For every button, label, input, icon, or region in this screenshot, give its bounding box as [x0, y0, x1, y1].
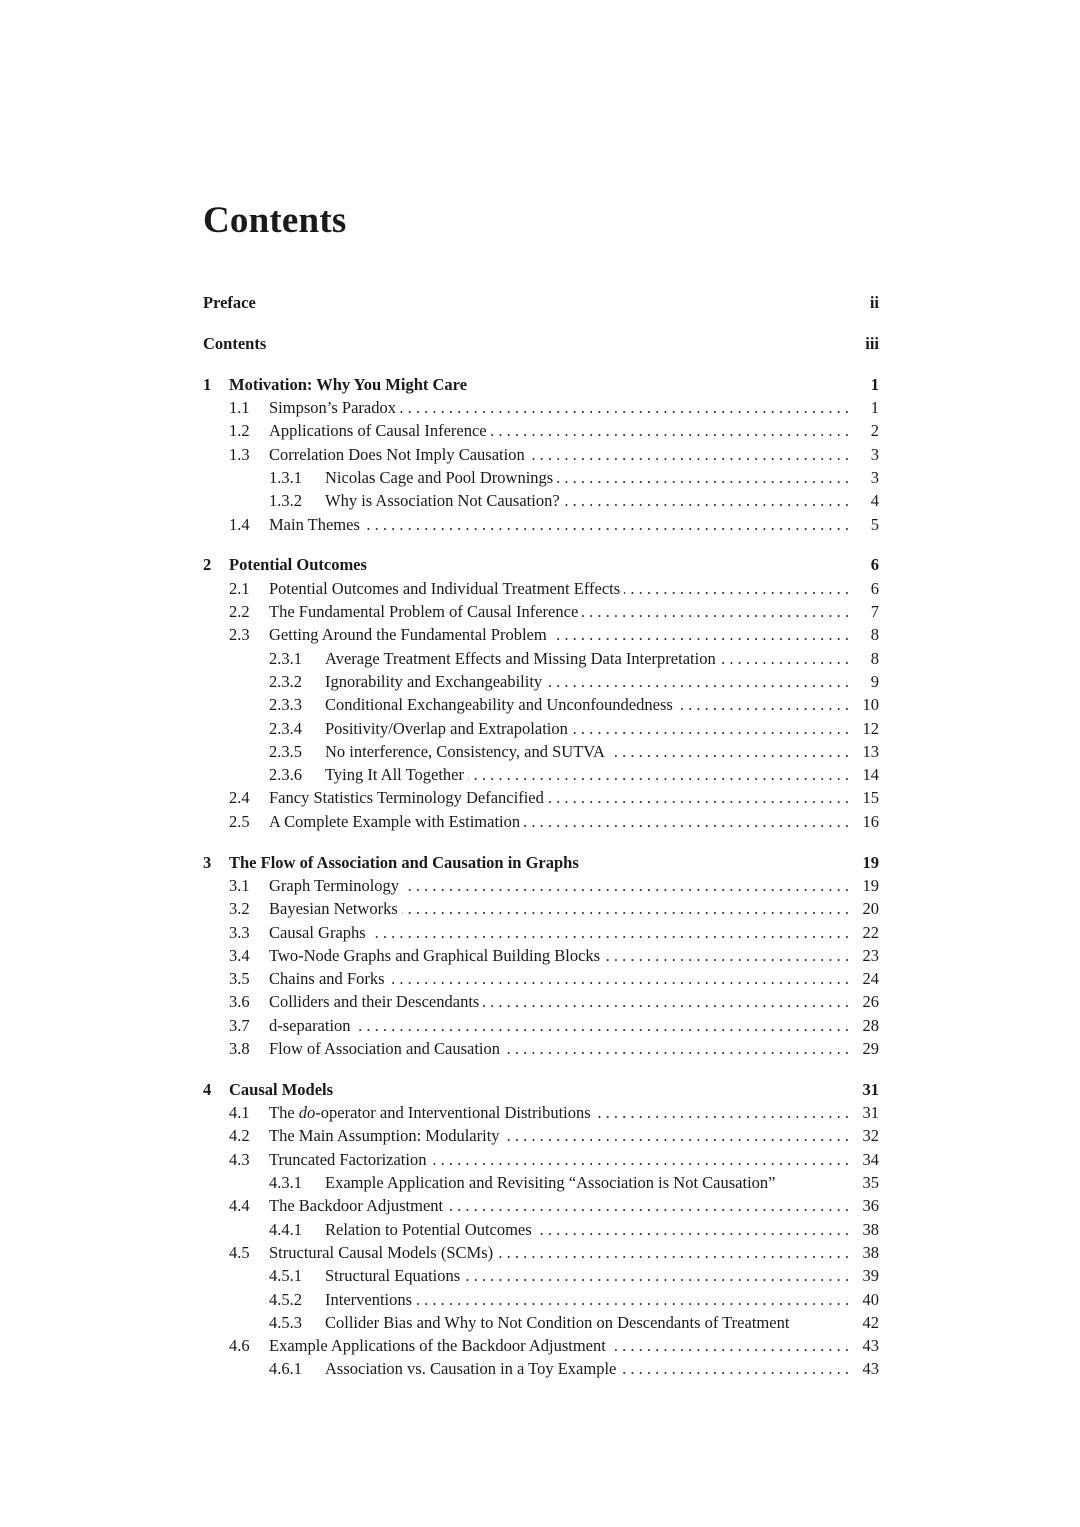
dot-leader [491, 419, 849, 442]
toc-entry-number: 3.7 [229, 1015, 250, 1035]
toc-entry-number: 4 [203, 1079, 212, 1099]
dot-leader [572, 717, 849, 740]
toc-entry-line [269, 897, 879, 920]
toc-entry-page-number: 6 [870, 555, 879, 575]
toc-entry-page-number: 42 [862, 1312, 879, 1332]
toc-chapter-entry[interactable] [203, 851, 879, 874]
toc-entry-number: 3.6 [229, 992, 250, 1012]
toc-entry-page-number: 35 [862, 1173, 879, 1193]
toc-entry-number: 4.6.1 [269, 1359, 302, 1379]
toc-entry-page-number: 28 [862, 1015, 879, 1035]
toc-entry-title: Applications of Causal Inference [269, 419, 491, 442]
toc-entry-line [269, 1241, 879, 1264]
toc-entry-line [325, 1357, 879, 1380]
toc-section-entry[interactable] [203, 1101, 879, 1124]
dot-leader [400, 396, 849, 419]
dot-leader [677, 693, 849, 716]
dot-leader [464, 1264, 849, 1287]
toc-entry-line [229, 373, 879, 396]
toc-entry-page-number: 14 [862, 765, 879, 785]
toc-entry-line [269, 1334, 879, 1357]
toc-entry-number: 4.2 [229, 1126, 250, 1146]
dot-leader [582, 600, 849, 623]
toc-entry-title: Example Application and Revisiting “Association is Not Causation” [325, 1171, 779, 1194]
toc-entry-title: The Fundamental Problem of Causal Inference [269, 600, 582, 623]
toc-entry-page-number: 15 [862, 788, 879, 808]
toc-entry-title: The do-operator and Interventional Distributions [269, 1101, 595, 1124]
dot-leader [720, 647, 849, 670]
toc-entry-title: Two-Node Graphs and Graphical Building Blocks [269, 944, 604, 967]
toc-section-entry[interactable] [203, 944, 879, 967]
toc-entry-number: 4.5.2 [269, 1289, 302, 1309]
toc-entry-line [325, 1288, 879, 1311]
dot-leader [389, 967, 850, 990]
toc-entry-page-number: 31 [862, 1079, 879, 1099]
toc-section-entry[interactable] [203, 1194, 879, 1217]
page-title: Contents [203, 200, 347, 241]
toc-entry-title: Truncated Factorization [269, 1148, 430, 1171]
toc-entry-title: Potential Outcomes [229, 553, 371, 576]
toc-section-entry[interactable] [203, 1241, 879, 1264]
toc-entry-number: 2.2 [229, 602, 250, 622]
toc-entry-line [269, 944, 879, 967]
toc-entry-page-number: iii [865, 333, 879, 353]
toc-entry-line [269, 1124, 879, 1147]
toc-entry-number: 4.5.3 [269, 1312, 302, 1332]
toc-entry-number: 3.5 [229, 969, 250, 989]
toc-section-entry[interactable] [203, 647, 879, 670]
toc-entry-page-number: 26 [862, 992, 879, 1012]
dot-leader [610, 1334, 849, 1357]
toc-section-entry[interactable] [203, 1171, 879, 1194]
toc-section-entry[interactable] [203, 443, 879, 466]
toc-section-entry[interactable] [203, 693, 879, 716]
dot-leader [564, 489, 849, 512]
toc-entry-line [269, 921, 879, 944]
toc-entry-title: Graph Terminology [269, 874, 403, 897]
toc-entry-number: 2.1 [229, 578, 250, 598]
dot-leader [355, 1014, 849, 1037]
toc-entry-page-number: 6 [870, 578, 879, 598]
dot-leader [604, 944, 849, 967]
toc-entry-title: Contents [203, 332, 270, 355]
toc-entry-page-number: 4 [870, 491, 879, 511]
toc-entry-number: 2.3.4 [269, 718, 302, 738]
dot-leader [557, 466, 849, 489]
toc-section-entry[interactable] [203, 967, 879, 990]
toc-entry-line [269, 786, 879, 809]
dot-leader [447, 1194, 849, 1217]
toc-entry-title: Relation to Potential Outcomes [325, 1218, 536, 1241]
toc-entry-number: 2.3.5 [269, 741, 302, 761]
toc-chapter-entry[interactable] [203, 332, 879, 355]
dot-leader [402, 897, 849, 920]
dot-leader [370, 921, 849, 944]
toc-entry-number: 2.3 [229, 625, 250, 645]
toc-section-entry[interactable] [203, 1218, 879, 1241]
toc-entry-line [325, 489, 879, 512]
toc-entry-title: No interference, Consistency, and SUTVA [325, 740, 609, 763]
toc-entry-page-number: 23 [862, 945, 879, 965]
toc-entry-line [269, 1101, 879, 1124]
toc-entry-number: 3.2 [229, 899, 250, 919]
toc-entry-number: 2.3.3 [269, 695, 302, 715]
toc-entry-page-number: 10 [862, 695, 879, 715]
dot-leader [364, 513, 849, 536]
dot-leader [609, 740, 849, 763]
toc-entry-page-number: 39 [862, 1266, 879, 1286]
toc-entry-page-number: 43 [862, 1336, 879, 1356]
toc-section-entry[interactable] [203, 740, 879, 763]
dot-leader [497, 1241, 849, 1264]
toc-entry-page-number: 3 [870, 444, 879, 464]
toc-entry-page-number: 34 [862, 1149, 879, 1169]
toc-entry-line [325, 647, 879, 670]
toc-entry-title: Tying It All Together [325, 763, 468, 786]
toc-entry-line [325, 693, 879, 716]
toc-section-entry[interactable] [203, 623, 879, 646]
toc-entry-number: 4.4.1 [269, 1219, 302, 1239]
toc-entry-page-number: 22 [862, 922, 879, 942]
toc-entry-number: 2.3.2 [269, 671, 302, 691]
toc-entry-line [229, 553, 879, 576]
toc-section-entry[interactable] [203, 489, 879, 512]
dot-leader [624, 577, 849, 600]
toc-entry-page-number: 19 [862, 852, 879, 872]
toc-section-entry[interactable] [203, 717, 879, 740]
toc-entry-title: Motivation: Why You Might Care [229, 373, 471, 396]
toc-entry-title: Simpson’s Paradox [269, 396, 400, 419]
toc-entry-title: Potential Outcomes and Individual Treatment Effects [269, 577, 624, 600]
toc-entry-title: Preface [203, 291, 260, 314]
toc-entry-title: The Backdoor Adjustment [269, 1194, 447, 1217]
toc-entry-title: Correlation Does Not Imply Causation [269, 443, 529, 466]
toc-entry-page-number: 38 [862, 1219, 879, 1239]
toc-entry-number: 3 [203, 852, 212, 872]
toc-entry-title: Colliders and their Descendants [269, 990, 483, 1013]
toc-entry-line [325, 466, 879, 489]
toc-entry-page-number: 29 [862, 1038, 879, 1058]
toc-entry-number: 2 [203, 555, 212, 575]
toc-entry-number: 4.3.1 [269, 1173, 302, 1193]
toc-entry-line [269, 443, 879, 466]
toc-entry-page-number: 24 [862, 969, 879, 989]
toc-section-entry[interactable] [203, 874, 879, 897]
toc-section-entry[interactable] [203, 921, 879, 944]
toc-entry-line [269, 577, 879, 600]
toc-entry-title: Flow of Association and Causation [269, 1037, 504, 1060]
toc-section-entry[interactable] [203, 466, 879, 489]
toc-entry-line [325, 763, 879, 786]
toc-section-entry[interactable] [203, 810, 879, 833]
toc-entry-line [269, 1037, 879, 1060]
toc-entry-title: Structural Causal Models (SCMs) [269, 1241, 497, 1264]
toc-entry-number: 4.4 [229, 1196, 250, 1216]
dot-leader [403, 874, 849, 897]
toc-section-entry[interactable] [203, 1311, 879, 1334]
toc-entry-title: Association vs. Causation in a Toy Example [325, 1357, 620, 1380]
toc-entry-page-number: 40 [862, 1289, 879, 1309]
dot-leader [430, 1148, 849, 1171]
toc-entry-number: 2.3.1 [269, 648, 302, 668]
toc-section-entry[interactable] [203, 1334, 879, 1357]
toc-entry-page-number: 3 [870, 467, 879, 487]
toc-entry-page-number: ii [869, 293, 879, 312]
toc-entry-number: 1.3 [229, 444, 250, 464]
toc-section-entry[interactable] [203, 577, 879, 600]
toc-section-entry[interactable] [203, 1124, 879, 1147]
dot-leader [504, 1124, 849, 1147]
toc-entry-line [203, 291, 879, 314]
toc-entry-page-number: 43 [862, 1359, 879, 1379]
toc-section-entry[interactable] [203, 1288, 879, 1311]
toc-section-entry[interactable] [203, 1264, 879, 1287]
toc-entry-line [269, 967, 879, 990]
toc-entry-title: Positivity/Overlap and Extrapolation [325, 717, 572, 740]
toc-entry-page-number: 32 [862, 1126, 879, 1146]
toc-section-entry[interactable] [203, 897, 879, 920]
toc-entry-title: Chains and Forks [269, 967, 389, 990]
toc-entry-page-number: 9 [870, 671, 879, 691]
toc-entry-line [325, 717, 879, 740]
toc-entry-number: 3.3 [229, 922, 250, 942]
toc-entry-line [325, 670, 879, 693]
toc-entry-title: A Complete Example with Estimation [269, 810, 524, 833]
toc-entry-number: 3.1 [229, 875, 250, 895]
dot-leader [546, 670, 849, 693]
toc-entry-page-number: 38 [862, 1242, 879, 1262]
toc-entry-title: Fancy Statistics Terminology Defancified [269, 786, 548, 809]
toc-section-entry[interactable] [203, 990, 879, 1013]
toc-entry-line [325, 1171, 879, 1194]
toc-section-entry[interactable] [203, 1357, 879, 1380]
toc-entry-number: 4.5 [229, 1242, 250, 1262]
toc-entry-line [269, 623, 879, 646]
toc-entry-title: Bayesian Networks [269, 897, 402, 920]
dot-leader [468, 763, 849, 786]
dot-leader [504, 1037, 849, 1060]
toc-entry-page-number: 7 [870, 602, 879, 622]
toc-section-entry[interactable] [203, 670, 879, 693]
toc-entry-page-number: 1 [870, 374, 879, 394]
toc-entry-number: 2.3.6 [269, 765, 302, 785]
toc-chapter-entry[interactable] [203, 1078, 879, 1101]
toc-entry-number: 1 [203, 374, 212, 394]
toc-section-entry[interactable] [203, 763, 879, 786]
toc-entry-title: The Main Assumption: Modularity [269, 1124, 504, 1147]
toc-entry-title: Causal Models [229, 1078, 337, 1101]
toc-entry-number: 3.8 [229, 1038, 250, 1058]
dot-leader [620, 1357, 849, 1380]
toc-entry-number: 1.3.1 [269, 467, 302, 487]
dot-leader [524, 810, 849, 833]
toc-entry-line [203, 332, 879, 355]
dot-leader [416, 1288, 849, 1311]
toc-entry-number: 2.5 [229, 811, 250, 831]
toc-entry-page-number: 36 [862, 1196, 879, 1216]
toc-entry-line [269, 396, 879, 419]
toc-entry-line [325, 1311, 879, 1334]
toc-entry-page-number: 31 [862, 1103, 879, 1123]
dot-leader [483, 990, 849, 1013]
toc-entry-line [325, 1264, 879, 1287]
dot-leader [551, 623, 849, 646]
toc-entry-line [269, 419, 879, 442]
toc-entry-title: Why is Association Not Causation? [325, 489, 564, 512]
toc-entry-line [269, 1148, 879, 1171]
toc-entry-number: 1.2 [229, 421, 250, 441]
toc-section-entry[interactable] [203, 1148, 879, 1171]
toc-entry-number: 3.4 [229, 945, 250, 965]
dot-leader [536, 1218, 849, 1241]
toc-entry-line [269, 874, 879, 897]
toc-entry-title: Example Applications of the Backdoor Adjustment [269, 1334, 610, 1357]
toc-entry-number: 2.4 [229, 788, 250, 808]
toc-entry-line [269, 600, 879, 623]
dot-leader [529, 443, 849, 466]
toc-entry-number: 1.3.2 [269, 491, 302, 511]
toc-entry-title: Ignorability and Exchangeability [325, 670, 546, 693]
toc-section-entry[interactable] [203, 786, 879, 809]
table-of-contents [203, 291, 879, 1381]
toc-entry-title: Average Treatment Effects and Missing Data Interpretation [325, 647, 720, 670]
toc-entry-line [325, 1218, 879, 1241]
toc-entry-title: Interventions [325, 1288, 416, 1311]
toc-entry-page-number: 8 [870, 648, 879, 668]
dot-leader [595, 1101, 849, 1124]
toc-entry-title: Main Themes [269, 513, 364, 536]
toc-entry-title: Causal Graphs [269, 921, 370, 944]
toc-entry-number: 4.1 [229, 1103, 250, 1123]
toc-entry-number: 4.3 [229, 1149, 250, 1169]
toc-entry-page-number: 2 [870, 421, 879, 441]
toc-section-entry[interactable] [203, 419, 879, 442]
toc-section-entry[interactable] [203, 513, 879, 536]
toc-entry-page-number: 1 [870, 398, 879, 418]
toc-entry-title: The Flow of Association and Causation in Graphs [229, 851, 583, 874]
dot-leader [548, 786, 849, 809]
toc-chapter-entry[interactable] [203, 291, 879, 314]
toc-entry-title: Structural Equations [325, 1264, 464, 1287]
toc-entry-line [325, 740, 879, 763]
toc-entry-page-number: 8 [870, 625, 879, 645]
toc-chapter-entry[interactable] [203, 373, 879, 396]
toc-entry-line [229, 1078, 879, 1101]
toc-section-entry[interactable] [203, 1014, 879, 1037]
toc-entry-title: Collider Bias and Why to Not Condition on Descendants of Treatment [325, 1311, 793, 1334]
toc-entry-title: Getting Around the Fundamental Problem [269, 623, 551, 646]
toc-entry-line [269, 513, 879, 536]
toc-entry-line [269, 1014, 879, 1037]
toc-entry-page-number: 13 [862, 741, 879, 761]
toc-entry-page-number: 5 [870, 514, 879, 534]
toc-entry-title: d-separation [269, 1014, 355, 1037]
toc-section-entry[interactable] [203, 600, 879, 623]
toc-entry-page-number: 12 [862, 718, 879, 738]
toc-entry-title: Conditional Exchangeability and Unconfoundedness [325, 693, 677, 716]
toc-entry-line [269, 1194, 879, 1217]
toc-entry-number: 4.6 [229, 1336, 250, 1356]
toc-entry-line [229, 851, 879, 874]
toc-section-entry[interactable] [203, 1037, 879, 1060]
toc-entry-page-number: 20 [862, 899, 879, 919]
toc-section-entry[interactable] [203, 396, 879, 419]
toc-entry-number: 1.1 [229, 398, 250, 418]
toc-chapter-entry[interactable] [203, 553, 879, 576]
toc-entry-line [269, 810, 879, 833]
toc-entry-page-number: 16 [862, 811, 879, 831]
toc-entry-title: Nicolas Cage and Pool Drownings [325, 466, 557, 489]
toc-entry-line [269, 990, 879, 1013]
toc-entry-number: 1.4 [229, 514, 250, 534]
toc-entry-number: 4.5.1 [269, 1266, 302, 1286]
toc-entry-page-number: 19 [862, 875, 879, 895]
